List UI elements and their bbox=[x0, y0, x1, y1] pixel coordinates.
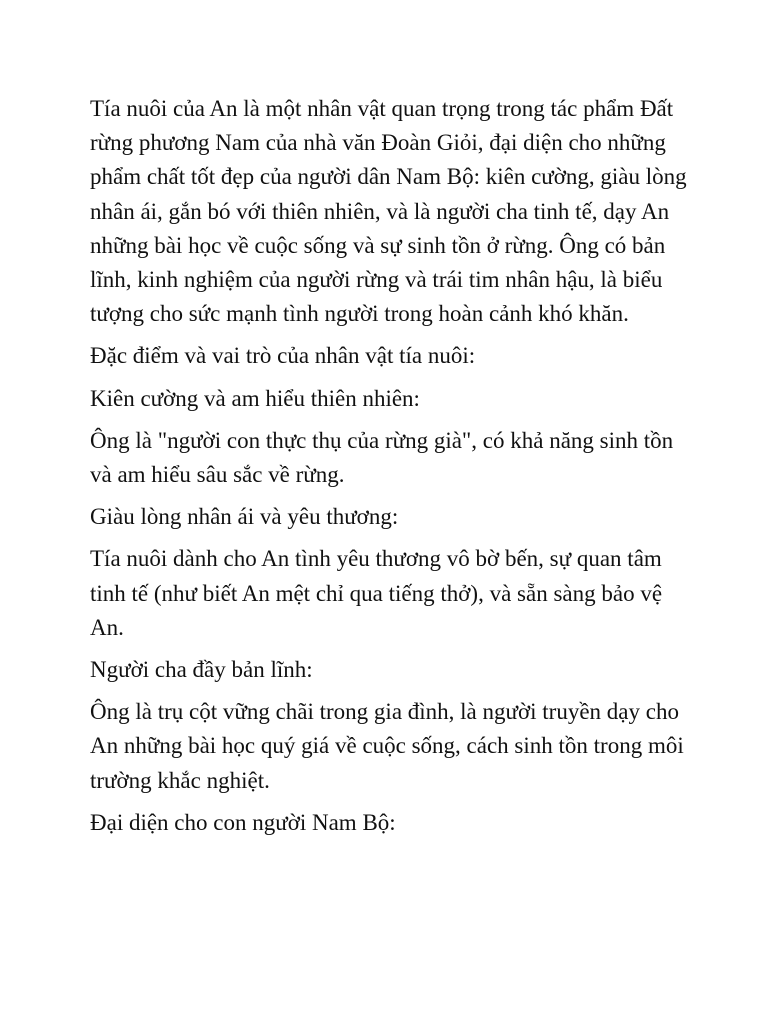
trait-heading-fatherhood: Người cha đầy bản lĩnh: bbox=[90, 657, 313, 683]
intro-paragraph: Tía nuôi của An là một nhân vật quan trọng trong tác phẩm Đất rừng phương Nam của nhà văn Đoàn Giỏi, đại diện cho những phẩm chất tốt đẹp của người dân Nam Bộ: kiên cường, giàu lòng nhân ái, gắn bó với thiên nhiên, và là người cha tinh tế, dạy An những bài học về cuộc sống và sự sinh tồn ở rừng. Ông có bản lĩnh, kinh nghiệm của người rừng và trái tim nhân hậu, là biểu tượng cho sức mạnh tình người trong hoàn cảnh khó khăn. bbox=[90, 96, 687, 327]
trait-paragraph-fatherhood: Ông là trụ cột vững chãi trong gia đình, là người truyền dạy cho An những bài học quý giá về cuộc sống, cách sinh tồn trong môi trường khắc nghiệt. bbox=[90, 699, 684, 793]
trait-paragraph-resilience: Ông là "người con thực thụ của rừng già", có khả năng sinh tồn và am hiểu sâu sắc về rừng. bbox=[90, 427, 674, 488]
trait-heading-representative: Đại diện cho con người Nam Bộ: bbox=[90, 809, 396, 835]
section-heading: Đặc điểm và vai trò của nhân vật tía nuôi: bbox=[90, 343, 476, 369]
trait-paragraph-compassion: Tía nuôi dành cho An tình yêu thương vô bờ bến, sự quan tâm tinh tế (như biết An mệt chỉ qua tiếng thở), và sẵn sàng bảo vệ An. bbox=[90, 546, 663, 640]
document-page bbox=[90, 92, 690, 848]
trait-heading-resilience: Kiên cường và am hiểu thiên nhiên: bbox=[90, 385, 420, 411]
trait-heading-compassion: Giàu lòng nhân ái và yêu thương: bbox=[90, 504, 399, 530]
